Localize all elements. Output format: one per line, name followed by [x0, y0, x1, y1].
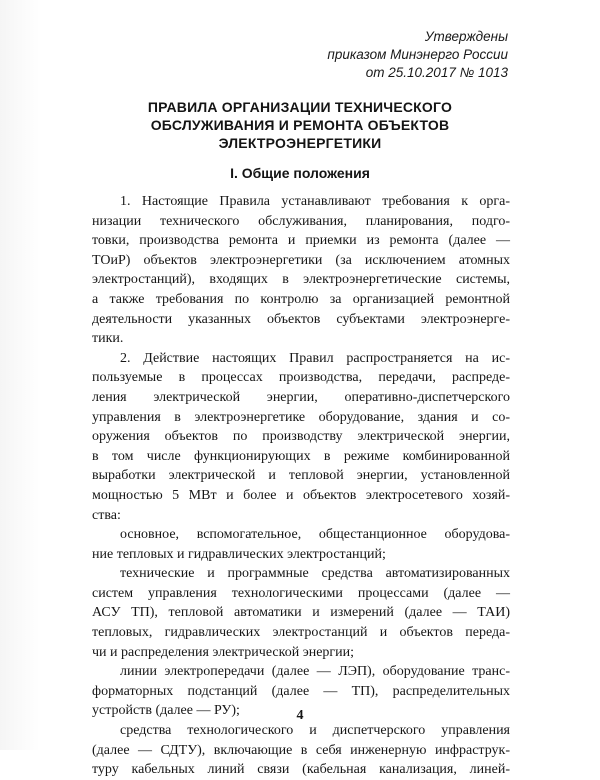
paragraph-line: форматорных подстанций (далее — ТП), распределительных	[92, 683, 510, 699]
paragraph-line: электростанций), входящих в электроэнергетические системы,	[92, 272, 510, 288]
paragraph-line: управления в электроэнергетике оборудование, здания и со-	[92, 409, 510, 425]
title-line: ЭЛЕКТРОЭНЕРГЕТИКИ	[218, 135, 382, 151]
paragraph-line: в том числе функционирующих в режиме комбинированной	[92, 448, 510, 464]
approval-line: приказом Минэнерго России	[327, 47, 508, 62]
paragraph-line: технические и программные средства автоматизированных	[120, 566, 510, 582]
title-line: ПРАВИЛА ОРГАНИЗАЦИИ ТЕХНИЧЕСКОГО	[147, 99, 453, 115]
section-heading: I. Общие положения	[230, 165, 370, 181]
paragraph-line: деятельности указанных объектов субъектами электроэнерге-	[92, 311, 510, 327]
approval-stamp	[327, 28, 508, 82]
paragraph-line: систем управления технологическими процессами (далее —	[92, 585, 510, 601]
paragraph	[92, 721, 510, 780]
paragraph-line: ления электрической энергии, оперативно-диспетчерского	[92, 389, 510, 405]
paragraph-line: пользуемые в процессах производства, передачи, распреде-	[92, 370, 510, 386]
title-line: ОБСЛУЖИВАНИЯ И РЕМОНТА ОБЪЕКТОВ	[150, 117, 450, 133]
document-title	[80, 98, 520, 152]
paragraph-line: ние тепловых и гидравлических электростанций;	[92, 546, 386, 562]
paragraph-line: 1. Настоящие Правила устанавливают требования к орга-	[120, 194, 510, 209]
paragraph-line: тики.	[92, 331, 124, 347]
paragraph	[92, 192, 510, 349]
page-gutter-shadow	[0, 0, 40, 750]
approval-line: Утверждены	[424, 29, 508, 44]
paragraph-line: ТОиР) объектов электроэнергетики (за исключением атомных	[92, 252, 510, 268]
paragraph-line: низации технического обслуживания, планирования, подго-	[92, 213, 510, 229]
paragraph-line: тепловых, гидравлических электростанций и объектов переда-	[92, 625, 510, 641]
paragraph-line: средства технологического и диспетчерского управления	[120, 723, 510, 739]
paragraph-line: ства:	[92, 507, 121, 523]
paragraph-line: основное, вспомогательное, общестанционное оборудова-	[120, 527, 510, 543]
body-text	[92, 192, 510, 780]
paragraph-line: чи и распределения электрической энергии;	[92, 644, 355, 660]
page-number: 4	[296, 708, 304, 723]
paragraph-line: мощностью 5 МВт и более и объектов электросетевого хозяй-	[92, 487, 510, 503]
paragraph-line: (далее — СДТУ), включающие в себя инженерную инфраструк-	[92, 742, 510, 758]
paragraph-line: 2. Действие настоящих Правил распространяется на ис-	[120, 350, 510, 366]
paragraph	[92, 349, 510, 525]
paragraph-line: устройств (далее — РУ);	[92, 703, 240, 719]
paragraph	[92, 525, 510, 564]
paragraph-line: туру кабельных линий связи (кабельная канализация, линей-	[92, 762, 510, 778]
approval-line: от 25.10.2017 № 1013	[365, 65, 508, 80]
paragraph-line: выработки электрической и тепловой энергии, установленной	[92, 468, 510, 484]
paragraph-line: АСУ ТП), тепловой автоматики и измерений (далее — ТАИ)	[92, 605, 510, 621]
paragraph-line: а также требования по контролю за организацией ремонтной	[92, 291, 510, 307]
paragraph	[92, 564, 510, 662]
paragraph-line: оружения объектов по производству электрической энергии,	[92, 429, 510, 445]
paragraph-line: линии электропередачи (далее — ЛЭП), оборудование транс-	[120, 664, 510, 680]
paragraph-line: товки, производства ремонта и приемки из ремонта (далее —	[92, 233, 510, 249]
